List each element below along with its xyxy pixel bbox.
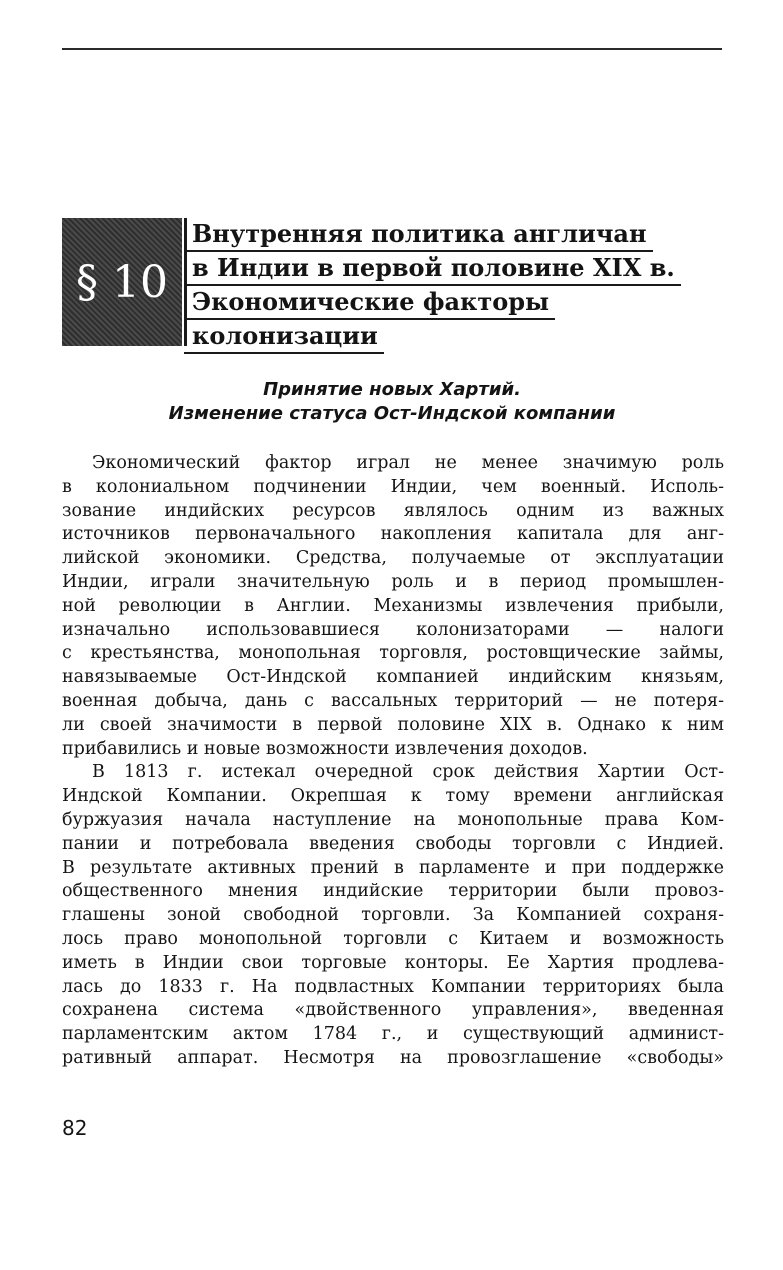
text-line: лийской экономики. Средства, получаемые от эксплуатации	[62, 548, 724, 569]
chapter-title-line: Внутренняя политика англичан	[184, 218, 653, 252]
top-rule	[62, 48, 722, 50]
body-text	[62, 452, 724, 1071]
text-line: источников первоначального накопления капитала для анг-	[62, 524, 724, 545]
text-line: изначально использовавшиеся колонизаторами — налоги	[62, 619, 724, 640]
section-number-badge	[62, 218, 182, 346]
chapter-heading	[62, 218, 742, 348]
text-line: ли своей значимости в первой половине XIX в. Однако к ним	[62, 714, 724, 735]
text-line: лась до 1833 г. На подвластных Компании территориях была	[62, 976, 724, 997]
text-line: лось право монопольной торговли с Китаем и возможность	[62, 928, 724, 949]
text-line: буржуазия начала наступление на монопольные права Ком-	[62, 809, 724, 830]
text-line: прибавились и новые возможности извлечения доходов.	[62, 738, 588, 759]
section-number: § 10	[76, 256, 168, 308]
page-number: 82	[62, 1116, 88, 1140]
text-line: с крестьянства, монопольная торговля, ростовщические займы,	[62, 643, 724, 664]
text-line: навязываемые Ост-Индской компанией индийским князьям,	[62, 667, 724, 688]
section-subheading	[62, 378, 722, 426]
text-line: сохранена система «двойственного управления», введенная	[62, 1000, 724, 1021]
text-line: ративный аппарат. Несмотря на провозглашение «свободы»	[62, 1047, 724, 1068]
chapter-title-line: Экономические факторы	[184, 286, 555, 320]
text-line: пании и потребовала введения свободы торговли с Индией.	[62, 833, 724, 854]
text-line: иметь в Индии свои торговые конторы. Ее Хартия продлева-	[62, 952, 724, 973]
text-line: в колониальном подчинении Индии, чем военный. Исполь-	[62, 476, 724, 497]
text-line: Экономический фактор играл не менее значимую роль	[92, 453, 724, 473]
text-line: Индской Компании. Окрепшая к тому времени английская	[62, 786, 724, 807]
subheading-line: Изменение статуса Ост-Индской компании	[168, 403, 616, 424]
subheading-line: Принятие новых Хартий.	[263, 379, 521, 400]
text-line: военная добыча, дань с вассальных территорий — не потеря-	[62, 690, 724, 711]
chapter-title-line: колонизации	[184, 320, 384, 354]
chapter-title	[184, 218, 681, 354]
text-line: глашены зоной свободной торговли. За Компанией сохраня-	[62, 905, 724, 926]
text-line: парламентским актом 1784 г., и существующий админист-	[62, 1024, 724, 1045]
text-line: общественного мнения индийские территории были провоз-	[62, 881, 724, 902]
text-line: ной революции в Англии. Механизмы извлечения прибыли,	[62, 595, 724, 616]
text-line: В результате активных прений в парламенте и при поддержке	[62, 857, 724, 878]
text-line: Индии, играли значительную роль и в период промышлен-	[62, 571, 724, 592]
text-line: В 1813 г. истекал очередной срок действия Хартии Ост-	[92, 762, 724, 783]
chapter-title-line: в Индии в первой половине XIX в.	[184, 252, 681, 286]
text-line: зование индийских ресурсов являлось одним из важных	[62, 500, 724, 521]
